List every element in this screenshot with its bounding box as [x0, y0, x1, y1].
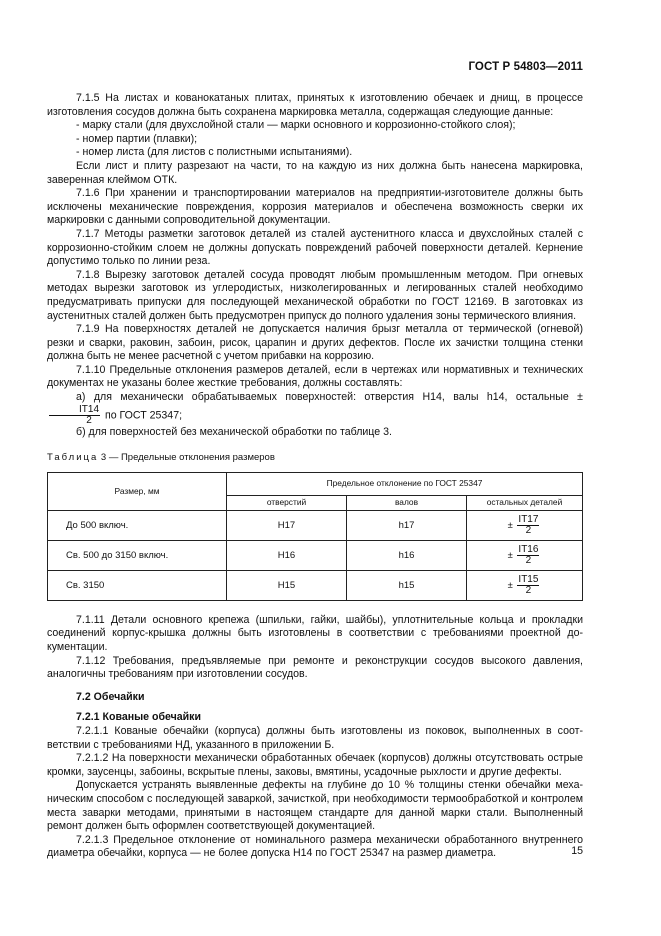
paragraph-defect-repair: Допускается устранять выявленные дефекты на глубине до 10 % толщины стенки обечайки механическим способом с последующей заваркой, зачисткой, при необходимости термообработкой и контролем места заварки методами, принятыми в настоящем стандарте для данной марки стали. Выполненный ремонт должен быть оформлен соответствующей документацией. [47, 779, 583, 833]
subsection-heading-7-2-1: 7.2.1 Кованые обечайки [76, 711, 201, 724]
section-heading-7-2: 7.2 Обечайки [76, 690, 145, 703]
list-item-batch-number: - номер партии (плавки); [76, 132, 198, 145]
paragraph-7-1-9: 7.1.9 На поверхностях деталей не допускается наличия брызг металла от термической (огневой) резки и сварки, раковин, забоин, рисок, царапин и других дефектов. После их зачистки толщина стенки должна быть не менее расчетной с учетом прибавки на коррозию. [47, 323, 583, 363]
paragraph-7-1-5: 7.1.5 На листах и кованокатаных плитах, принятых к изготовлению обечаек и днищ, в процессе изготовления сосудов должна быть сохранена маркировка металла, содержащая следующие данные: [47, 92, 583, 118]
document-header: ГОСТ Р 54803—2011 [468, 61, 583, 73]
paragraph-7-1-6: 7.1.6 При хранении и транспортировании материалов на предприятии-изготовителе должны быть исключены механические повреждения, коррозия материалов и обеспечена возможность сверки их маркировки с данными сопроводительной документации. [47, 187, 583, 227]
table-row [48, 570, 583, 600]
fraction [517, 515, 539, 536]
paragraph-7-1-12: 7.1.12 Требования, предъявляемые при ремонте и реконструкции сосудов высокого давления, аналогичны требованиям при изготовлении сосудов. [47, 654, 583, 681]
fraction-numerator: IT14 [49, 405, 100, 416]
fraction [517, 575, 539, 596]
cell-holes: Н17 [227, 510, 347, 540]
fraction-denominator: 2 [525, 584, 532, 596]
header-size: Размер, мм [48, 472, 227, 510]
cell-holes: Н15 [227, 570, 347, 600]
header-holes: отверстий [227, 495, 347, 510]
paragraph-cutting-marking: Если лист и плиту разрезают на части, то на каждую из них должна быть нанесена маркировка, заверенная клеймом ОТК. [47, 159, 583, 186]
fraction-denominator: 2 [525, 524, 532, 536]
document-body [47, 92, 583, 861]
fraction-denominator: 2 [525, 554, 532, 566]
cell-other [467, 540, 583, 570]
plus-minus-sign: ± [507, 549, 513, 561]
cell-size: Св. 500 до 3150 включ. [48, 540, 227, 570]
table-caption-title: 3 — Предельные отклонения размеров [100, 452, 275, 464]
fraction-numerator: IT16 [518, 543, 539, 555]
deviation-table [47, 472, 583, 601]
fraction-numerator: IT15 [518, 573, 539, 585]
header-deviation-group: Предельное отклонение по ГОСТ 25347 [227, 472, 583, 495]
paragraph-7-1-8: 7.1.8 Вырезку заготовок деталей сосуда проводят любым промышленным методом. При огневых методах вырезки заготовок из углеродистых, низколегированных и легированных сталей необходимо предусматривать припуски для последующей механической обработки по ГОСТ 12169. В заготовках из аустенитных сталей должен быть предусмотрен припуск до полного удаления зоны термического влияния. [47, 268, 583, 322]
fraction-it14 [49, 405, 100, 426]
cell-shafts: h16 [347, 540, 467, 570]
list-item-b: б) для поверхностей без механической обработки по таблице 3. [76, 425, 392, 438]
plus-minus-sign: ± [507, 579, 513, 591]
table-row [48, 540, 583, 570]
paragraph-7-1-11: 7.1.11 Детали основного крепежа (шпильки, гайки, шайбы), уплотнительные кольца и прокладки соединений корпус-крышка должны быть изготовлены в соответствии с требованиями проектной документации. [47, 613, 583, 654]
item-a-text: а) для механически обрабатываемых поверхностей: отверстия Н14, валы h14, остальные ± [76, 391, 583, 404]
list-item-a [47, 391, 583, 426]
cell-shafts: h15 [347, 570, 467, 600]
table-caption-prefix: Таблица [47, 452, 99, 464]
page-number: 15 [571, 845, 583, 857]
header-shafts: валов [347, 495, 467, 510]
fraction [517, 545, 539, 566]
table-header-row [48, 472, 583, 495]
cell-size: Св. 3150 [48, 570, 227, 600]
paragraph-7-2-1-3: 7.2.1.3 Предельное отклонение от номинального размера механически обработанного внутреннего диаметра обечайки, корпуса — не более допуска Н14 по ГОСТ 25347 на размер диаметра. [47, 833, 583, 860]
paragraph-7-2-1-2: 7.2.1.2 На поверхности механически обработанных обечаек (корпусов) должны отсутствовать острые кромки, заусенцы, забоины, вскрытые плены, заковы, вмятины, усадочные рыхлости и другие дефекты. [47, 752, 583, 778]
cell-holes: Н16 [227, 540, 347, 570]
plus-minus-sign: ± [507, 519, 513, 531]
item-a-text-end: по ГОСТ 25347; [104, 408, 183, 421]
cell-size: До 500 включ. [48, 510, 227, 540]
paragraph-7-1-7: 7.1.7 Методы разметки заготовок деталей из сталей аустенитного класса и двухслойных сталей с коррозионно-стойким слоем не должны допускать повреждений рабочей поверхности деталей. Кернение допустимо только по линии реза. [47, 227, 583, 268]
table-caption [47, 451, 583, 465]
paragraph-7-2-1-1: 7.2.1.1 Кованые обечайки (корпуса) должны быть изготовлены из поковок, выполненных в соответствии с требованиями НД, указанного в приложении Б. [47, 725, 583, 751]
fraction-numerator: IT17 [518, 513, 539, 525]
list-item-steel-grade: - марку стали (для двухслойной стали — марки основного и коррозионно-стойкого слоя); [76, 119, 516, 132]
cell-other [467, 570, 583, 600]
cell-other [467, 510, 583, 540]
header-other: остальных деталей [467, 495, 583, 510]
list-item-sheet-number: - номер листа (для листов с полистными испытаниями). [76, 146, 353, 159]
cell-shafts: h17 [347, 510, 467, 540]
table-row [48, 510, 583, 540]
fraction-denominator: 2 [86, 414, 92, 426]
paragraph-7-1-10: 7.1.10 Предельные отклонения размеров деталей, если в чертежах или нормативных и технических документах не указаны более жесткие требования, должны составлять: [47, 363, 583, 390]
